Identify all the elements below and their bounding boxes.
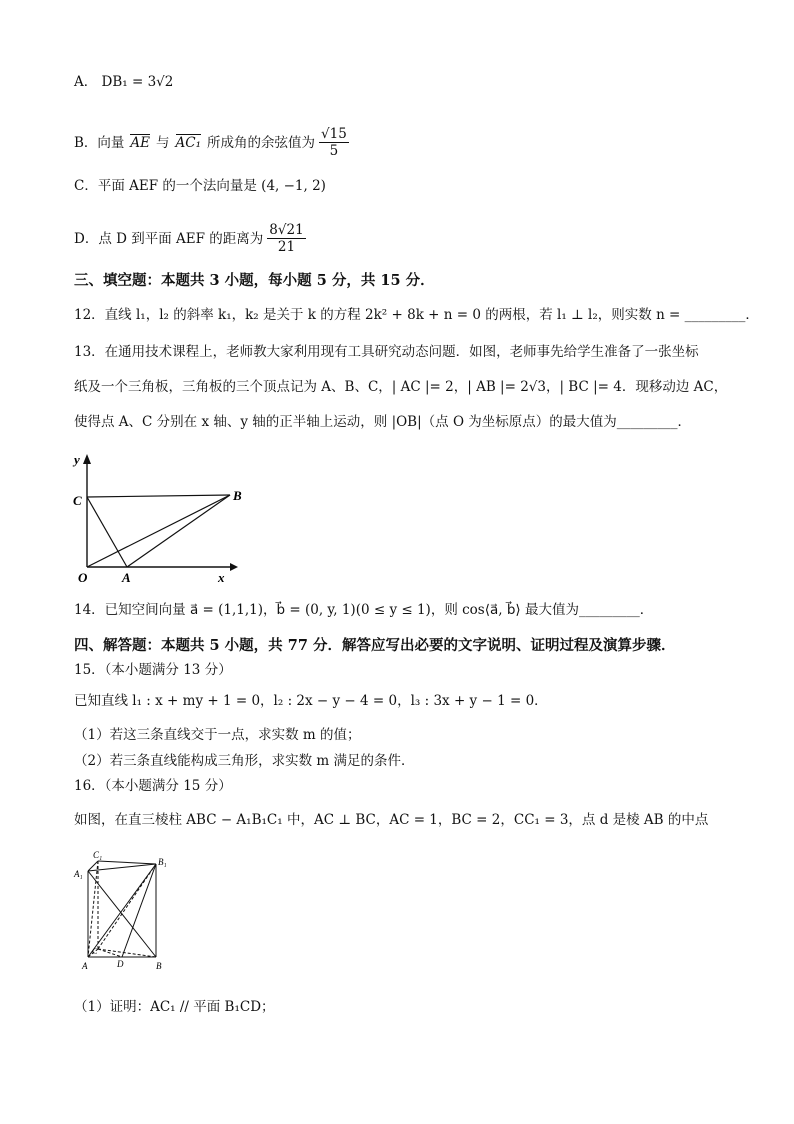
segment-b1d [122,864,156,957]
option-c: C．平面 AEF 的一个法向量是 (4, −1, 2) [74,178,326,194]
option-d [74,222,306,255]
segment-cb1 [98,864,156,949]
fraction-numerator: √15 [321,126,347,142]
label-b1: B₁ [158,857,167,867]
option-b-suffix: 所成角的余弦值为 [207,134,316,151]
label-a: A [82,961,88,971]
vector-ac1: AC₁ [175,135,202,151]
fraction-8sqrt21-21 [267,222,305,255]
option-b [74,126,349,159]
vector-ae: AE [130,135,151,151]
label-b: B [233,488,242,503]
label-c: C [73,493,82,508]
question-16-given: 如图，在直三棱柱 ABC − A₁B₁C₁ 中，AC ⊥ BC，AC = 1，BC = 2，CC₁ = 3，点 d 是棱 AB 的中点 [74,812,709,828]
edge-c1b1 [98,861,156,864]
section-4-heading: 四、解答题：本题共 5 小题，共 77 分．解答应写出必要的文字说明、证明过程及演算步骤． [74,637,676,654]
question-13-line-2: 纸及一个三角板，三角板的三个顶点记为 A、B、C，| AC |= 2，| AB |= 2√3，| BC |= 4．现移动边 AC， [74,379,728,395]
edge-a1c1 [88,861,98,871]
label-a1: A₁ [74,869,83,879]
question-15-title: 15．（本小题满分 13 分） [74,662,232,678]
question-15-part-2: （2）若三条直线能构成三角形，求实数 m 满足的条件． [74,753,415,769]
fraction-sqrt15-5 [319,126,349,159]
question-15-given: 已知直线 l₁ : x + my + 1 = 0，l₂ : 2x − y − 4 = 0，l₃ : 3x + y − 1 = 0． [74,693,548,709]
prism-figure [72,847,182,975]
option-b-prefix: B．向量 [74,134,125,151]
segment-c1a [88,861,98,957]
label-d: D [117,959,124,969]
option-a: A． DB₁ = 3√2 [74,74,174,90]
edge-cb [87,495,230,497]
question-13-line-1: 13．在通用技术课程上，老师教大家利用现有工具研究动态问题．如图，老师事先给学生准备了一张坐标 [74,344,699,360]
label-c1: C₁ [93,850,103,860]
y-axis-arrow [83,454,91,464]
option-b-mid: 与 [156,134,170,151]
question-15-part-1: （1）若这三条直线交于一点，求实数 m 的值； [74,727,361,743]
question-16-part-1: （1）证明：AC₁ // 平面 B₁CD； [74,999,275,1015]
question-14: 14．已知空间向量 a⃗ = (1,1,1)，b⃗ = (0, y, 1)(0 ≤ y ≤ 1)，则 cos⟨a⃗, b⃗⟩ 最大值为_________． [74,602,654,618]
fraction-numerator: 8√21 [269,222,304,238]
edge-cb [98,949,156,957]
question-12: 12．直线 l₁，l₂ 的斜率 k₁，k₂ 是关于 k 的方程 2k² + 8k + n = 0 的两根，若 l₁ ⊥ l₂，则实数 n = _________． [74,307,759,323]
label-o: O [78,570,88,585]
question-13-line-3: 使得点 A、C 分别在 x 轴、y 轴的正半轴上运动，则 |OB|（点 O 为坐标原点）的最大值为_________． [74,414,692,430]
fraction-denominator: 21 [277,239,296,255]
option-d-text: D．点 D 到平面 AEF 的距离为 [74,230,264,247]
segment-ob [87,495,230,567]
triangle-figure [70,450,245,585]
label-a: A [122,570,131,585]
fraction-denominator: 5 [329,143,339,159]
label-x: x [218,570,225,585]
section-3-heading: 三、填空题：本题共 3 小题，每小题 5 分，共 15 分． [74,272,435,289]
label-y: y [74,452,80,467]
label-b: B [156,961,162,971]
x-axis-arrow [230,563,238,571]
label-c: C [92,947,98,956]
edge-ab [127,495,230,567]
question-16-title: 16．（本小题满分 15 分） [74,778,232,794]
